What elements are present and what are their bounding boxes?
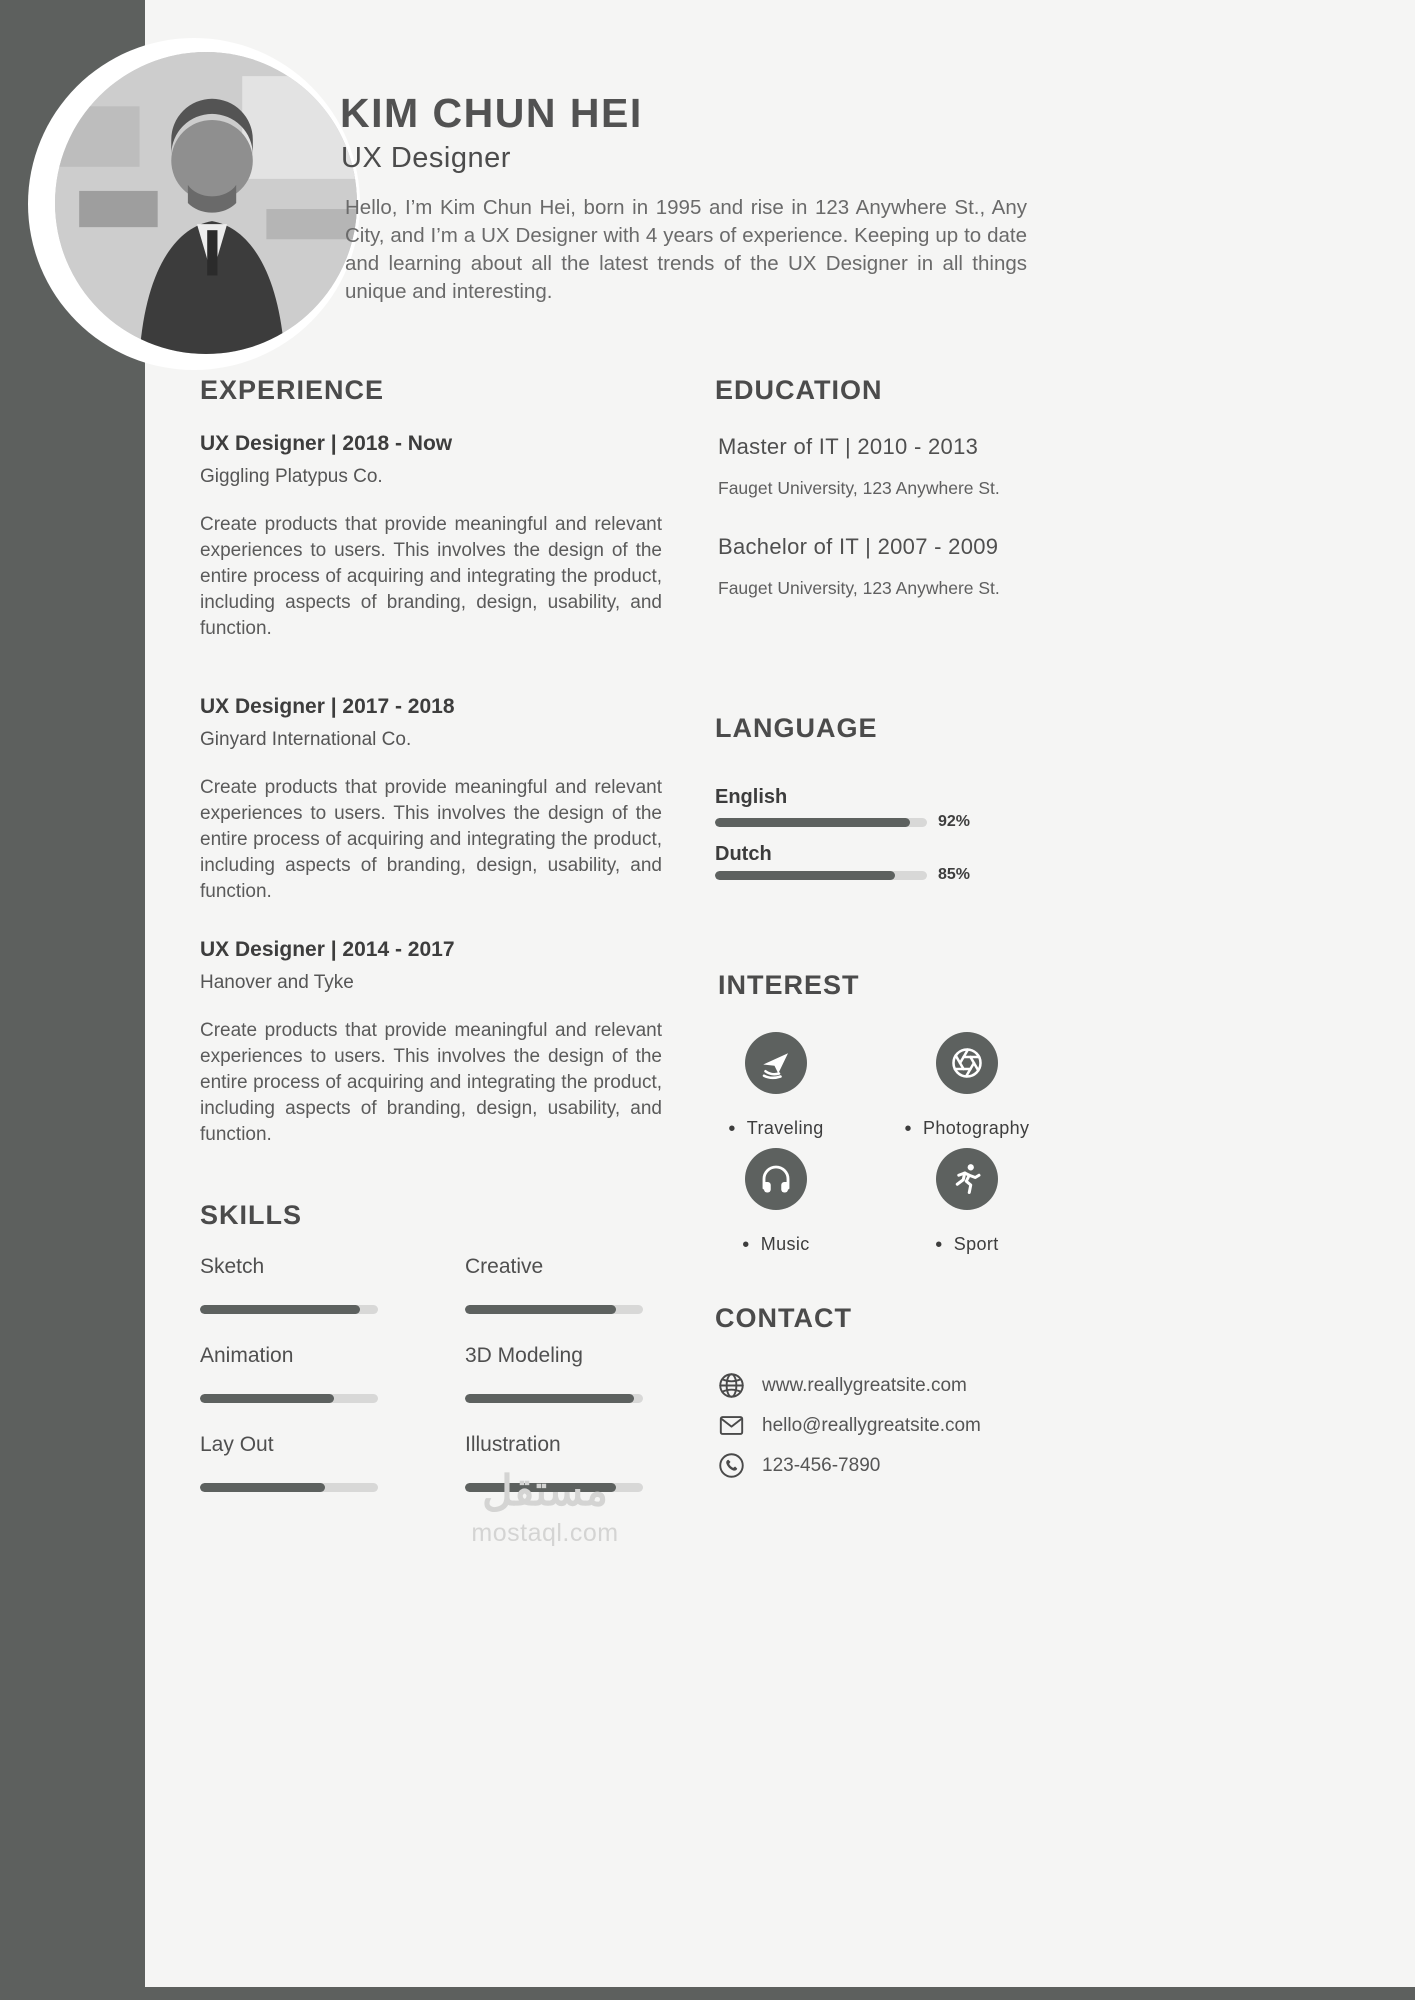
contact-row bbox=[718, 1372, 981, 1399]
experience-company: Ginyard International Co. bbox=[200, 729, 412, 750]
portrait-placeholder bbox=[55, 52, 357, 354]
interest-label: • Traveling bbox=[728, 1117, 824, 1140]
experience-title: UX Designer | 2014 - 2017 bbox=[200, 938, 455, 961]
skill-bar-track bbox=[200, 1394, 378, 1403]
watermark-site: mostaql.com bbox=[471, 1519, 619, 1547]
bullet: • bbox=[742, 1233, 750, 1256]
skill-bar-fill bbox=[465, 1394, 634, 1403]
language-heading: LANGUAGE bbox=[715, 713, 878, 743]
contact-heading: CONTACT bbox=[715, 1303, 852, 1333]
language-bar-track bbox=[715, 871, 927, 880]
bullet: • bbox=[904, 1117, 912, 1140]
experience-heading: EXPERIENCE bbox=[200, 375, 385, 405]
skill-name: Lay Out bbox=[200, 1433, 274, 1456]
experience-item bbox=[200, 938, 662, 1148]
skill-name: Illustration bbox=[465, 1433, 561, 1456]
runner-icon bbox=[936, 1148, 998, 1210]
travel-globe-icon bbox=[745, 1032, 807, 1094]
phone-icon bbox=[718, 1452, 745, 1479]
interest-item bbox=[878, 1148, 1056, 1255]
language-percent: 92% bbox=[938, 813, 971, 830]
skill-bar-fill bbox=[200, 1394, 334, 1403]
interest-heading: INTEREST bbox=[718, 970, 860, 1000]
watermark-logo: مستقل bbox=[482, 1467, 608, 1514]
experience-description: Create products that provide meaningful and relevant experiences to users. This involves the design of the entire process of acquiring and integrating the product, including aspects of branding, design, usability, and function. bbox=[200, 777, 662, 902]
skill-bar-fill bbox=[200, 1483, 325, 1492]
envelope-icon bbox=[718, 1412, 745, 1439]
language-percent: 85% bbox=[938, 866, 971, 883]
language-name: English bbox=[715, 786, 788, 808]
interest-item bbox=[702, 1032, 850, 1139]
summary-text: Hello, I’m Kim Chun Hei, born in 1995 and rise in 123 Anywhere St., Any City, and I’m a UX Designer with 4 years of experience. Keeping up to date and learning about all the latest trends of the UX Designer in all things unique and interesting. bbox=[345, 196, 1027, 303]
headphones-icon bbox=[745, 1148, 807, 1210]
skills-heading: SKILLS bbox=[200, 1200, 303, 1230]
language-name: Dutch bbox=[715, 843, 772, 865]
bullet: • bbox=[728, 1117, 736, 1140]
experience-company: Giggling Platypus Co. bbox=[200, 466, 383, 487]
skill-bar-track bbox=[200, 1483, 378, 1492]
bottom-bar bbox=[0, 1987, 1415, 2000]
skill-name: Animation bbox=[200, 1344, 294, 1367]
skill-name: Creative bbox=[465, 1255, 544, 1278]
education-heading: EDUCATION bbox=[715, 375, 883, 405]
skill-bar-fill bbox=[465, 1305, 616, 1314]
skill-item bbox=[200, 1433, 380, 1492]
experience-description: Create products that provide meaningful and relevant experiences to users. This involves the design of the entire process of acquiring and integrating the product, including aspects of branding, design, usability, and function. bbox=[200, 514, 662, 639]
interest-label: • Sport bbox=[935, 1233, 999, 1256]
language-bar-fill bbox=[715, 871, 895, 880]
interest-label: • Music bbox=[742, 1233, 810, 1256]
skill-item bbox=[465, 1344, 645, 1403]
person-name: KIM CHUN HEI bbox=[340, 90, 643, 136]
skill-bar-track bbox=[200, 1305, 378, 1314]
contact-email: hello@reallygreatsite.com bbox=[762, 1414, 981, 1436]
language-bar-track bbox=[715, 818, 927, 827]
camera-aperture-icon bbox=[936, 1032, 998, 1094]
skill-name: Sketch bbox=[200, 1255, 265, 1278]
experience-item bbox=[200, 432, 662, 642]
watermark bbox=[425, 1466, 665, 1548]
education-degree: Master of IT | 2010 - 2013 bbox=[718, 434, 979, 459]
bullet: • bbox=[935, 1233, 943, 1256]
education-degree: Bachelor of IT | 2007 - 2009 bbox=[718, 534, 999, 559]
skill-bar-track bbox=[465, 1394, 643, 1403]
skill-bar-fill bbox=[200, 1305, 360, 1314]
contact-row bbox=[718, 1452, 981, 1479]
education-school: Fauget University, 123 Anywhere St. bbox=[718, 478, 1000, 498]
education-school: Fauget University, 123 Anywhere St. bbox=[718, 578, 1000, 598]
globe-icon bbox=[718, 1372, 745, 1399]
interest-item bbox=[702, 1148, 850, 1255]
skill-item bbox=[200, 1344, 380, 1403]
experience-item bbox=[200, 695, 662, 905]
interest-item bbox=[878, 1032, 1056, 1139]
contact-row bbox=[718, 1412, 981, 1439]
contact-list bbox=[718, 1372, 981, 1479]
contact-website: www.reallygreatsite.com bbox=[762, 1374, 967, 1396]
experience-title: UX Designer | 2017 - 2018 bbox=[200, 695, 455, 718]
experience-company: Hanover and Tyke bbox=[200, 972, 354, 993]
skill-name: 3D Modeling bbox=[465, 1344, 583, 1367]
skill-item bbox=[465, 1255, 645, 1314]
contact-phone: 123-456-7890 bbox=[762, 1454, 881, 1476]
experience-description: Create products that provide meaningful and relevant experiences to users. This involves the design of the entire process of acquiring and integrating the product, including aspects of branding, design, usability, and function. bbox=[200, 1020, 662, 1145]
job-title: UX Designer bbox=[341, 142, 511, 174]
profile-photo bbox=[55, 52, 357, 354]
language-bar-fill bbox=[715, 818, 910, 827]
experience-title: UX Designer | 2018 - Now bbox=[200, 432, 453, 455]
interest-label: • Photography bbox=[904, 1117, 1030, 1140]
skill-bar-track bbox=[465, 1305, 643, 1314]
skill-item bbox=[200, 1255, 380, 1314]
